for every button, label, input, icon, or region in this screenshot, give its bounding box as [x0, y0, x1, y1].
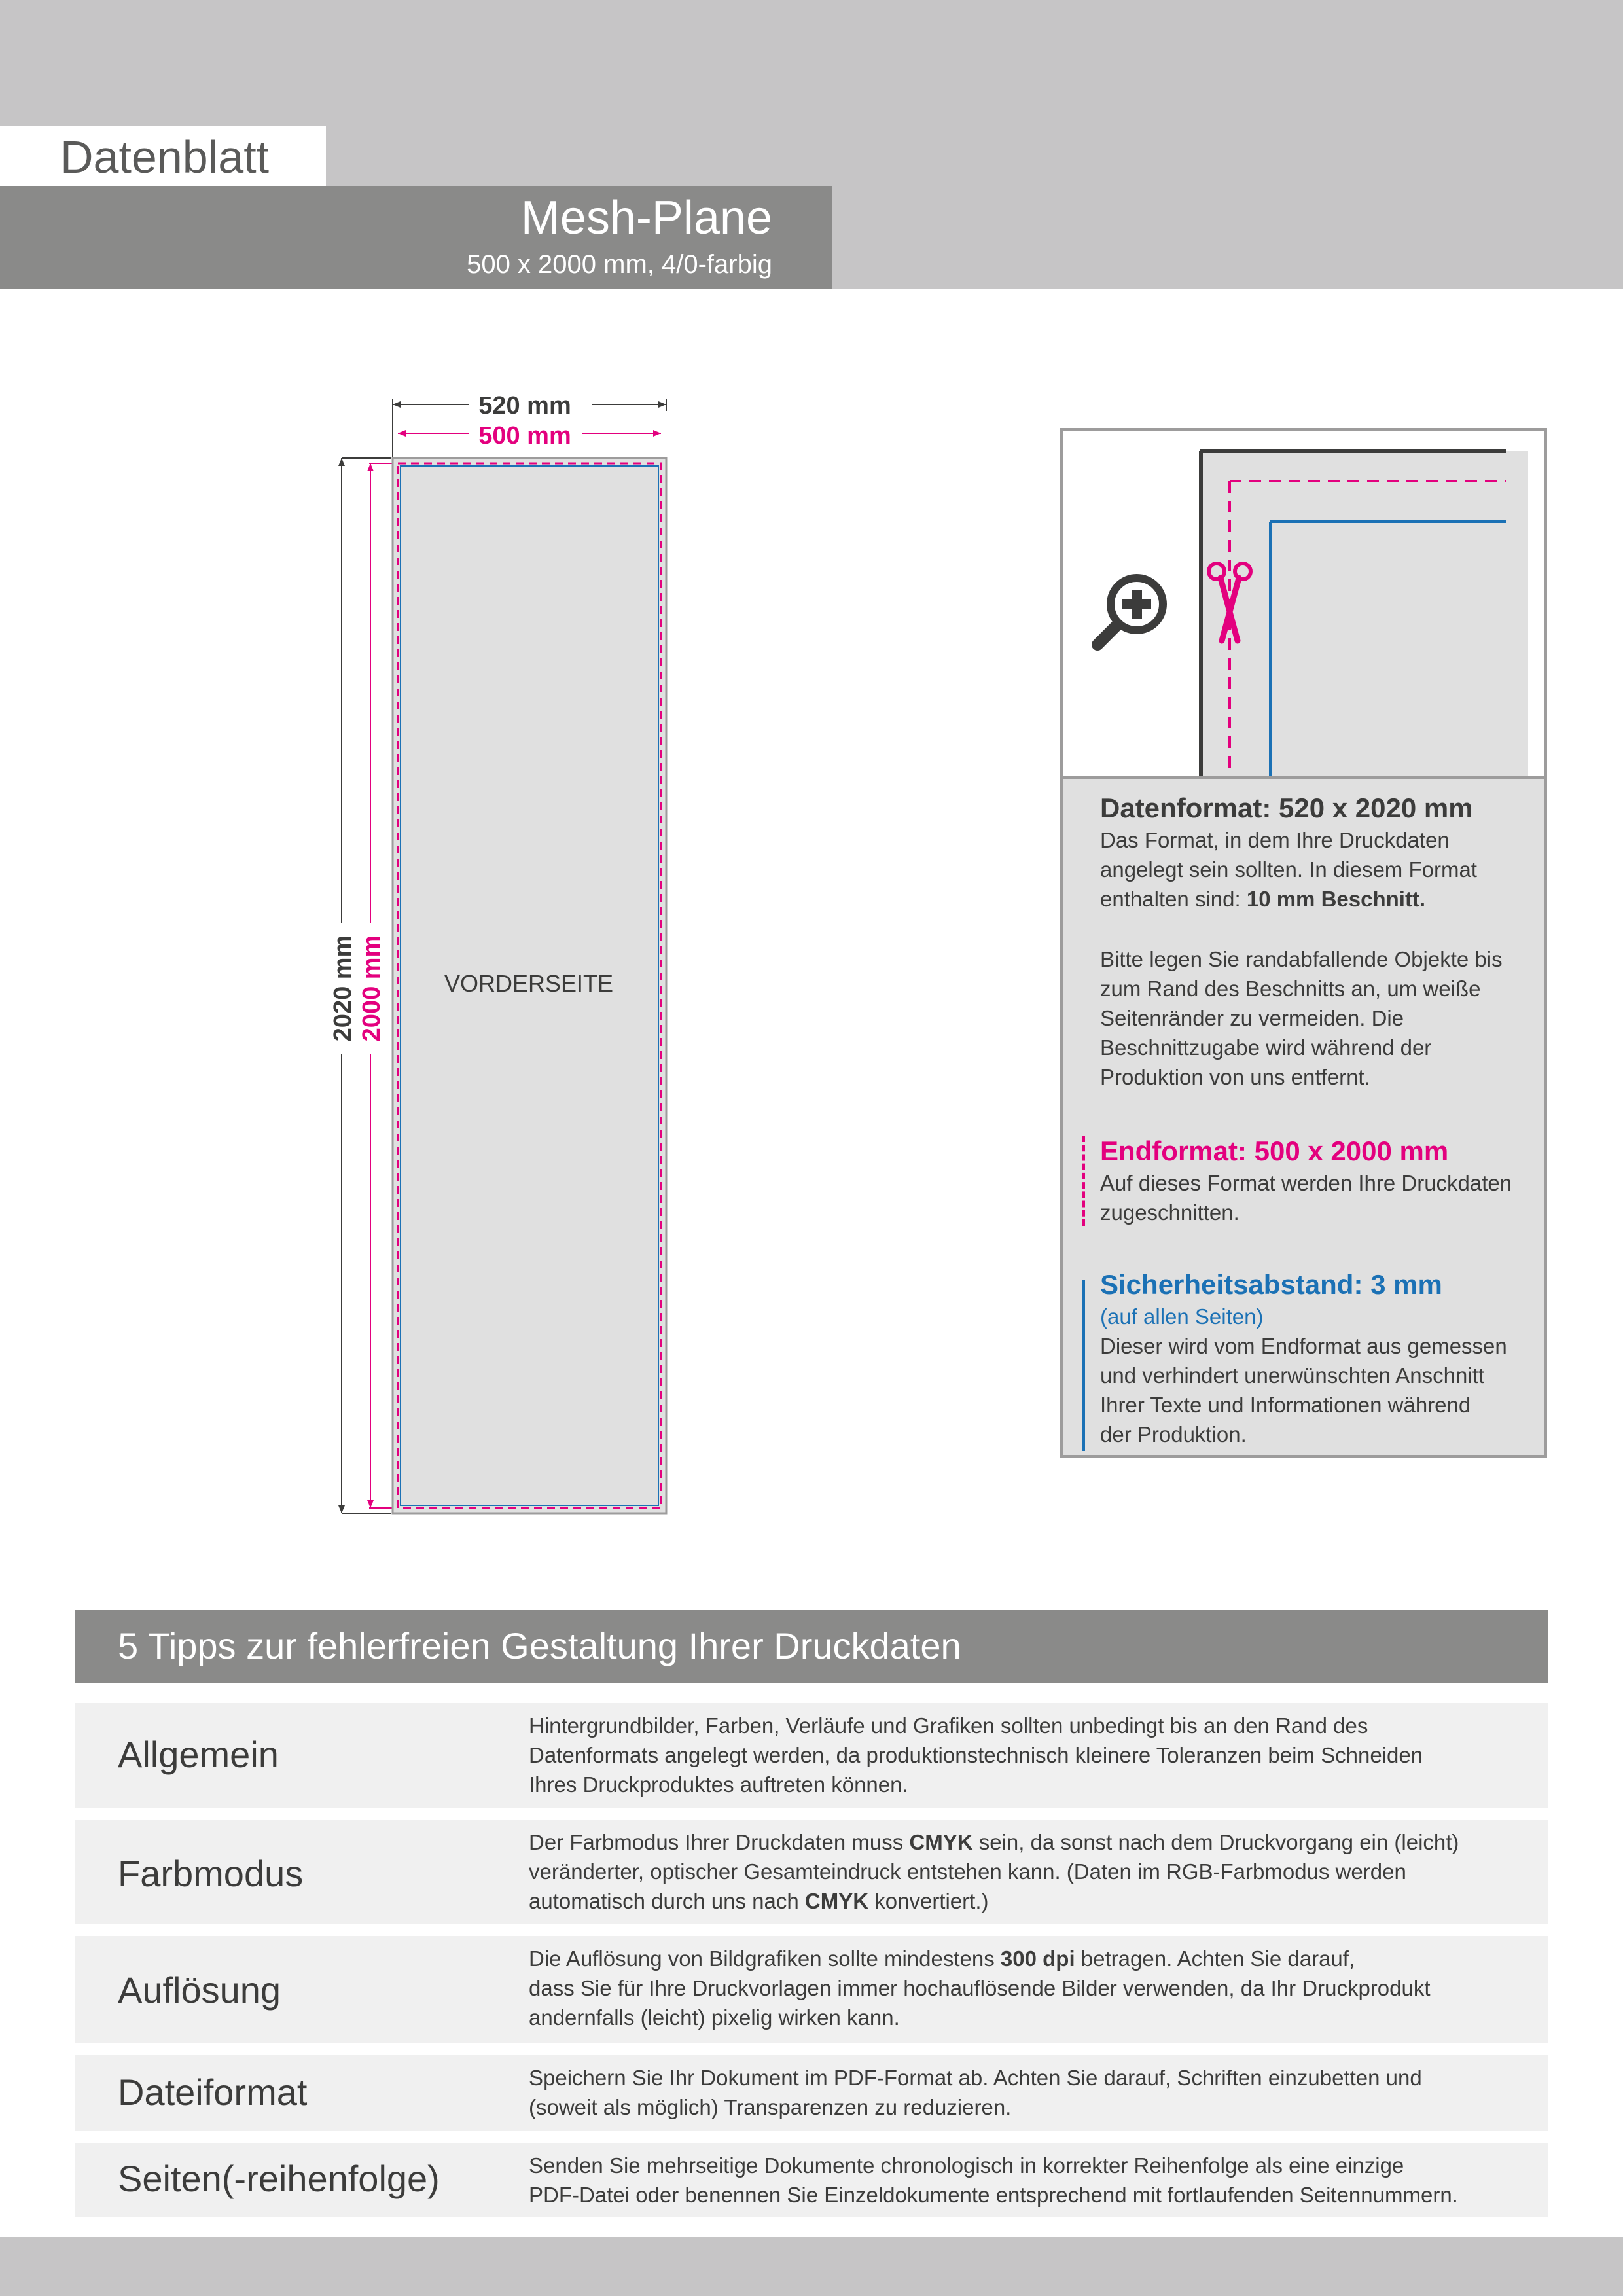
bleed-line-5: Produktion von uns entfernt. — [1100, 1065, 1370, 1089]
tip-aufloesung-line-2: dass Sie für Ihre Druckvorlagen immer hochauflösende Bilder verwenden, da Ihr Druckprodukt — [529, 1976, 1431, 2000]
safe-title: Sicherheitsabstand: 3 mm — [1100, 1269, 1442, 1300]
tip-farbmodus-1c: sein, da sonst nach dem Druckvorgang ein (leicht) — [972, 1830, 1459, 1854]
zoom-icon — [1097, 578, 1163, 645]
tip-label-aufloesung: Auflösung — [118, 1969, 281, 2011]
tip-aufloesung-line-3: andernfalls (leicht) pixelig wirken kann. — [529, 2005, 900, 2030]
product-title-box — [0, 186, 832, 289]
endformat-line-2: zugeschnitten. — [1100, 1200, 1240, 1225]
tip-farbmodus-1a: Der Farbmodus Ihrer Druckdaten muss — [529, 1830, 910, 1854]
tip-row-seiten — [75, 2143, 1548, 2217]
width-inner-label: 500 mm — [478, 422, 571, 450]
tip-row-dateiformat — [75, 2055, 1548, 2131]
tip-text-aufloesung — [529, 1944, 1529, 2032]
product-subtitle: 500 x 2000 mm, 4/0-farbig — [467, 250, 772, 279]
bleed-section — [1100, 944, 1531, 1092]
tip-allgemein-line-2: Datenformats angelegt werden, da produktionstechnisch kleinere Toleranzen beim Schneiden — [529, 1743, 1423, 1767]
safe-bar — [1082, 1280, 1085, 1451]
bleed-line-3: Seitenränder zu vermeiden. Die — [1100, 1006, 1404, 1030]
tip-text-dateiformat — [529, 2063, 1529, 2122]
tip-row-allgemein — [75, 1703, 1548, 1808]
width-outer-label: 520 mm — [478, 392, 571, 420]
datenformat-bleed-bold: 10 mm Beschnitt. — [1246, 887, 1426, 911]
tip-row-farbmodus — [75, 1820, 1548, 1924]
endformat-line-1: Auf dieses Format werden Ihre Druckdaten — [1100, 1171, 1512, 1195]
height-inner-label: 2000 mm — [358, 935, 385, 1042]
safe-line-2: und verhindert unerwünschten Anschnitt — [1100, 1363, 1485, 1388]
bleed-line-4: Beschnittzugabe wird während der — [1100, 1035, 1432, 1060]
tip-allgemein-line-3: Ihres Druckproduktes auftreten können. — [529, 1772, 908, 1797]
tip-farbmodus-cmyk-2: CMYK — [804, 1889, 869, 1913]
safe-section — [1100, 1268, 1531, 1449]
footer-band — [0, 2237, 1623, 2296]
tip-farbmodus-3c: konvertiert.) — [868, 1889, 989, 1913]
tip-label-allgemein: Allgemein — [118, 1734, 279, 1775]
tips-heading-bar — [75, 1610, 1548, 1683]
info-box — [1060, 428, 1547, 1458]
tip-dateiformat-line-2: (soweit als möglich) Transparenzen zu reduzieren. — [529, 2095, 1012, 2119]
tip-aufloesung-dpi: 300 dpi — [1000, 1946, 1075, 1971]
vorderseite-label: VORDERSEITE — [444, 970, 614, 997]
product-title: Mesh-Plane — [520, 192, 772, 244]
datenblatt-tab — [0, 126, 326, 186]
safe-line-3: Ihrer Texte und Informationen während — [1100, 1393, 1471, 1417]
endformat-bar — [1082, 1136, 1085, 1226]
tip-farbmodus-line-1 — [529, 1827, 1529, 1857]
datenformat-line-3-text: enthalten sind: — [1100, 887, 1247, 911]
datenformat-section — [1100, 791, 1531, 914]
tips-heading: 5 Tipps zur fehlerfreien Gestaltung Ihrer Druckdaten — [118, 1625, 961, 1666]
tip-farbmodus-cmyk-1: CMYK — [909, 1830, 973, 1854]
tip-text-seiten — [529, 2151, 1529, 2210]
tip-dateiformat-line-1: Speichern Sie Ihr Dokument im PDF-Format ab. Achten Sie darauf, Schriften einzubetten und — [529, 2066, 1422, 2090]
tip-text-allgemein — [529, 1711, 1529, 1799]
bleed-line-2: zum Rand des Beschnitts an, um weiße — [1100, 977, 1481, 1001]
tip-row-aufloesung — [75, 1936, 1548, 2043]
tip-label-seiten: Seiten(-reihenfolge) — [118, 2158, 440, 2199]
safe-subtitle: (auf allen Seiten) — [1100, 1304, 1264, 1329]
tip-farbmodus-line-3 — [529, 1886, 1529, 1916]
zoom-illustration — [1063, 431, 1544, 779]
format-diagram — [314, 373, 681, 1525]
width-inner-dimension — [398, 422, 661, 450]
tip-aufloesung-line-1 — [529, 1944, 1529, 1973]
tip-aufloesung-1a: Die Auflösung von Bildgrafiken sollte mindestens — [529, 1946, 1001, 1971]
endformat-title: Endformat: 500 x 2000 mm — [1100, 1136, 1449, 1166]
datenformat-line-1: Das Format, in dem Ihre Druckdaten — [1100, 828, 1450, 852]
tip-label-dateiformat: Dateiformat — [118, 2072, 308, 2113]
tip-label-farbmodus: Farbmodus — [118, 1853, 304, 1894]
tip-seiten-line-1: Senden Sie mehrseitige Dokumente chronologisch in korrekter Reihenfolge als eine einzige — [529, 2153, 1404, 2178]
tip-text-farbmodus — [529, 1827, 1529, 1916]
height-outer-label: 2020 mm — [329, 935, 357, 1042]
datenformat-line-2: angelegt sein sollten. In diesem Format — [1100, 857, 1477, 882]
tip-farbmodus-3a: automatisch durch uns nach — [529, 1889, 805, 1913]
tip-seiten-line-2: PDF-Datei oder benennen Sie Einzeldokumente entsprechend mit fortlaufenden Seitennummern. — [529, 2183, 1458, 2207]
tip-allgemein-line-1: Hintergrundbilder, Farben, Verläufe und Grafiken sollten unbedingt bis an den Rand des — [529, 1713, 1368, 1738]
endformat-section — [1100, 1134, 1531, 1227]
safe-line-1: Dieser wird vom Endformat aus gemessen — [1100, 1334, 1507, 1358]
datenformat-title: Datenformat: 520 x 2020 mm — [1100, 793, 1473, 823]
datenblatt-label: Datenblatt — [60, 132, 270, 183]
datenformat-line-3 — [1100, 884, 1531, 914]
safe-line-4: der Produktion. — [1100, 1422, 1247, 1446]
bleed-line-1: Bitte legen Sie randabfallende Objekte bis — [1100, 947, 1503, 971]
tip-farbmodus-line-2: veränderter, optischer Gesamteindruck entstehen kann. (Daten im RGB-Farbmodus werden — [529, 1859, 1406, 1884]
tip-aufloesung-1c: betragen. Achten Sie darauf, — [1075, 1946, 1355, 1971]
